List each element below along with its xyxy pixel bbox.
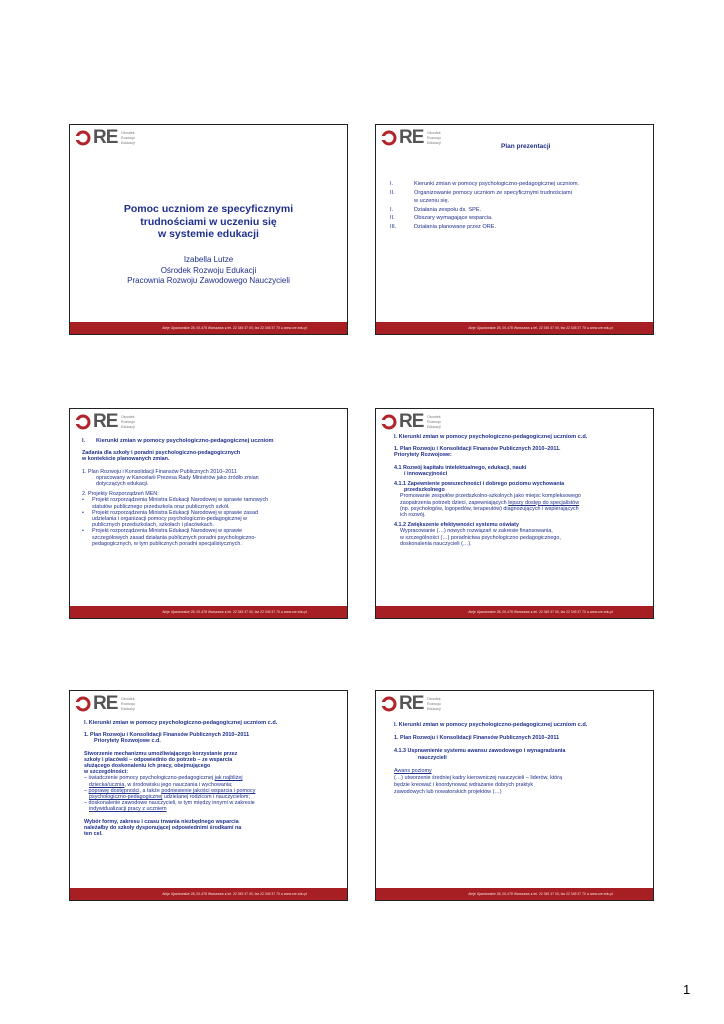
logo-text: Ośrodek Rozwoju Edukacji bbox=[121, 697, 135, 712]
plan-item: I. Kierunki zmian w pomocy psychologiczno-pedagogicznej uczniom. bbox=[390, 181, 580, 187]
slide-3-subheading: Zadania dla szkoły i poradni psychologiczno-pedagogicznych bbox=[82, 450, 241, 457]
ore-logo-mark-icon bbox=[74, 414, 92, 430]
list-item: • Projekt rozporządzenia Ministra Edukacji Narodowej w sprawie zasad udzielania i organizacji pomocy psychologiczno-pedagogicznej w publicznych przedszkolach, szkołach i placówkach. bbox=[82, 509, 258, 529]
slide-footer: Aleje Ujazdowskie 28, 00-478 Warszawa ● tel. 22 345 37 00, fax 22 345 37 70 ● www.ore.edu.pl bbox=[70, 606, 347, 618]
slide-6-heading: I. Kierunki zmian w pomocy psychologiczno-pedagogicznej uczniom c.d. bbox=[394, 722, 588, 728]
ore-logo bbox=[380, 412, 450, 434]
logo-letters: RE bbox=[93, 127, 118, 148]
logo-letters: RE bbox=[399, 127, 424, 148]
ore-logo bbox=[74, 128, 144, 150]
slide-3-heading: I. Kierunki zmian w pomocy psychologiczno-pedagogicznej uczniom bbox=[82, 438, 274, 444]
plan-item: II. Obszary wymagające wsparcia. bbox=[390, 215, 493, 222]
plan-item: II. Organizowanie pomocy uczniom ze specyficznymi trudnościami bbox=[390, 189, 572, 196]
ore-logo bbox=[380, 694, 450, 716]
slide-2-title: Plan prezentacji bbox=[501, 143, 551, 150]
plan-item: w uczeniu się. bbox=[414, 198, 450, 205]
plan-list bbox=[390, 180, 645, 232]
point-1: 1. Plan Rozwoju i Konsolidacji Finansów Publicznych 2010–2011 opracowany w Kancelarii Prezesa Rady Ministrów jako źródło zmian dotyczących edukacji. bbox=[82, 468, 259, 488]
ore-logo-mark-icon bbox=[380, 414, 398, 430]
slide-1 bbox=[69, 124, 348, 335]
slide-5-heading: I. Kierunki zmian w pomocy psychologiczno-pedagogicznej uczniom c.d. bbox=[84, 720, 278, 726]
slide-5-body: I. Kierunki zmian w pomocy psychologiczno-pedagogicznej uczniom c.d. 1. Plan Rozwoju i Konsolidacji Finansów Publicznych 2010–2011 Priorytety Rozwojowe c.d. Stworzenie mechanizmu umożliwiającego korzystanie przez szkoły i placówki – odpowiednio do potrzeb – ze wsparcia służącego doskonaleniu ich pracy, obejmującego w szczególności: – świadczenie pomocy psychologiczno-pedagogicznej jak najbliżej dziecka/ucznia, w środowisku jego nauczania i wychowania; – poprawę dostępności, a także podniesienie jakości wsparcia i pomocy psychologiczno-pedagogicznej udzielanej rodzicom i nauczycielom; – doskonalenie zawodowe nauczycieli, w tym między innymi w zakresie indywidualizacji pracy z uczniem Wybór formy, zakresu i czasu trwania niezbędnego wsparcia należałby do szkoły dysponującej odpowiednimi środkami na ten cel. bbox=[84, 720, 339, 837]
slide-footer: Aleje Ujazdowskie 28, 00-478 Warszawa ● tel. 22 345 37 00, fax 22 345 37 70 ● www.ore.edu.pl bbox=[376, 888, 653, 900]
slide-6-body: I. Kierunki zmian w pomocy psychologiczno-pedagogicznej uczniom c.d. 1. Plan Rozwoju i Konsolidacji Finansów Publicznych 2010–2011 4.1.3 Usprawnienie systemu awansu zawodowego i wynagradzania nauczycieli Awans poziomy (…) utworzenie średniej kadry kierowniczej nauczycieli – liderów, którą będzie kreować i koordynować wdrażanie dobrych praktyk zawodowych lub nowatorskich projektów (…) bbox=[394, 722, 645, 796]
slide-footer: Aleje Ujazdowskie 28, 00-478 Warszawa ● tel. 22 345 37 00, fax 22 345 37 70 ● www.ore.edu.pl bbox=[376, 322, 653, 334]
author-name: Izabella Lutze bbox=[183, 255, 234, 264]
slide-footer: Aleje Ujazdowskie 28, 00-478 Warszawa ● tel. 22 345 37 00, fax 22 345 37 70 ● www.ore.edu.pl bbox=[70, 322, 347, 334]
slide-1-title: Pomoc uczniom ze specyficznymi trudnościami w uczeniu się w systemie edukacji bbox=[123, 203, 294, 240]
point-2: 2. Projekty Rozporządzeń MEN: bbox=[82, 491, 159, 498]
ore-logo-mark-icon bbox=[380, 130, 398, 146]
org-unit: Pracownia Rozwoju Zawodowego Nauczycieli bbox=[127, 276, 290, 285]
logo-letters: RE bbox=[399, 411, 424, 432]
slide-5 bbox=[69, 690, 348, 901]
logo-letters: RE bbox=[93, 411, 118, 432]
ore-logo bbox=[74, 694, 144, 716]
logo-letters: RE bbox=[93, 693, 118, 714]
ore-logo-mark-icon bbox=[380, 696, 398, 712]
slide-3 bbox=[69, 408, 348, 619]
slide-3-body: I. Kierunki zmian w pomocy psychologiczno-pedagogicznej uczniom Zadania dla szkoły i poradni psychologiczno-pedagogicznych w kontekście planowanych zmian. 1. Plan Rozwoju i Konsolidacji Finansów Publicznych 2010–2011 opracowany w Kancelarii Prezesa Rady Ministrów jako źródło zmian dotyczących edukacji. 2. Projekty Rozporządzeń MEN: • Projekt rozporządzenia Ministra Edukacji Narodowej w sprawie ramowych statutów publicznego przedszkola oraz publicznych szkół. • Projekt rozporządzenia Ministra Edukacji Narodowej w sprawie zasad udzielania i organizacji pomocy psychologiczno-pedagogicznej w publicznych przedszkolach, szkołach i placówkach. • Projekt rozporządzenia Ministra Edukacji Narodowej w sprawie szczegółowych zasad działania publicznych poradni psychologiczno- pedagogicznych, w tym publicznych poradni specjalistycznych. bbox=[82, 438, 339, 547]
list-item: • Projekt rozporządzenia Ministra Edukacji Narodowej w sprawie szczegółowych zasad działania publicznych poradni psychologiczno- pedagogicznych, w tym publicznych poradni specjalistycznych. bbox=[82, 528, 257, 547]
logo-text: Ośrodek Rozwoju Edukacji bbox=[427, 415, 441, 430]
plan-item: I. Działania zespołu ds. SPE. bbox=[390, 206, 482, 213]
logo-letters: RE bbox=[399, 693, 424, 714]
slide-4-body: I. Kierunki zmian w pomocy psychologiczno-pedagogicznej uczniom c.d. 1. Plan Rozwoju i Konsolidacji Finansów Publicznych 2010–2011. Priorytety Rozwojowe: 4.1 Rozwój kapitału intelektualnego, edukacji, nauki i innowacyjności 4.1.1 Zapewnienie powszechności i dobrego poziomu wychowania przedszkolnego Promowanie zespołów przedszkolno-szkolnych jako miejsc kompleksowego zaopatrzenia potrzeb dzieci, zapewniających lepszy dostęp do specjalistów (np. psychologów, logopedów, terapeutów) diagnozujących i wspierających ich rozwój. 4.1.2 Zwiększenie efektywności systemu oświaty Wypracowanie (…) nowych rozwiązań w zakresie finansowania, w szczególności (…) poradnictwa psychologiczno pedagogicznego, doskonalenia nauczycieli (…). bbox=[394, 434, 645, 547]
slide-1-author-block bbox=[80, 255, 337, 287]
org-name: Ośrodek Rozwoju Edukacji bbox=[160, 265, 257, 275]
logo-text: Ośrodek Rozwoju Edukacji bbox=[427, 697, 441, 712]
ore-logo bbox=[380, 128, 450, 150]
ore-logo-mark-icon bbox=[74, 130, 92, 146]
ore-logo bbox=[74, 412, 144, 434]
slide-6 bbox=[375, 690, 654, 901]
slide-footer: Aleje Ujazdowskie 28, 00-478 Warszawa ● tel. 22 345 37 00, fax 22 345 37 70 ● www.ore.edu.pl bbox=[376, 606, 653, 618]
slide-2 bbox=[375, 124, 654, 335]
ore-logo-mark-icon bbox=[74, 696, 92, 712]
logo-text: Ośrodek Rozwoju Edukacji bbox=[121, 415, 135, 430]
slide-4-heading: I. Kierunki zmian w pomocy psychologiczno-pedagogicznej uczniom c.d. bbox=[394, 434, 588, 440]
logo-text: Ośrodek Rozwoju Edukacji bbox=[121, 131, 135, 146]
slide-4 bbox=[375, 408, 654, 619]
list-item: • Projekt rozporządzenia Ministra Edukacji Narodowej w sprawie ramowych statutów publicznego przedszkola oraz publicznych szkół. bbox=[82, 497, 269, 510]
logo-text: Ośrodek Rozwoju Edukacji bbox=[427, 131, 441, 146]
plan-item: III. Działania planowane przez ORE. bbox=[390, 223, 497, 230]
page-number: 1 bbox=[683, 982, 691, 997]
slide-footer: Aleje Ujazdowskie 28, 00-478 Warszawa ● tel. 22 345 37 00, fax 22 345 37 70 ● www.ore.edu.pl bbox=[70, 888, 347, 900]
